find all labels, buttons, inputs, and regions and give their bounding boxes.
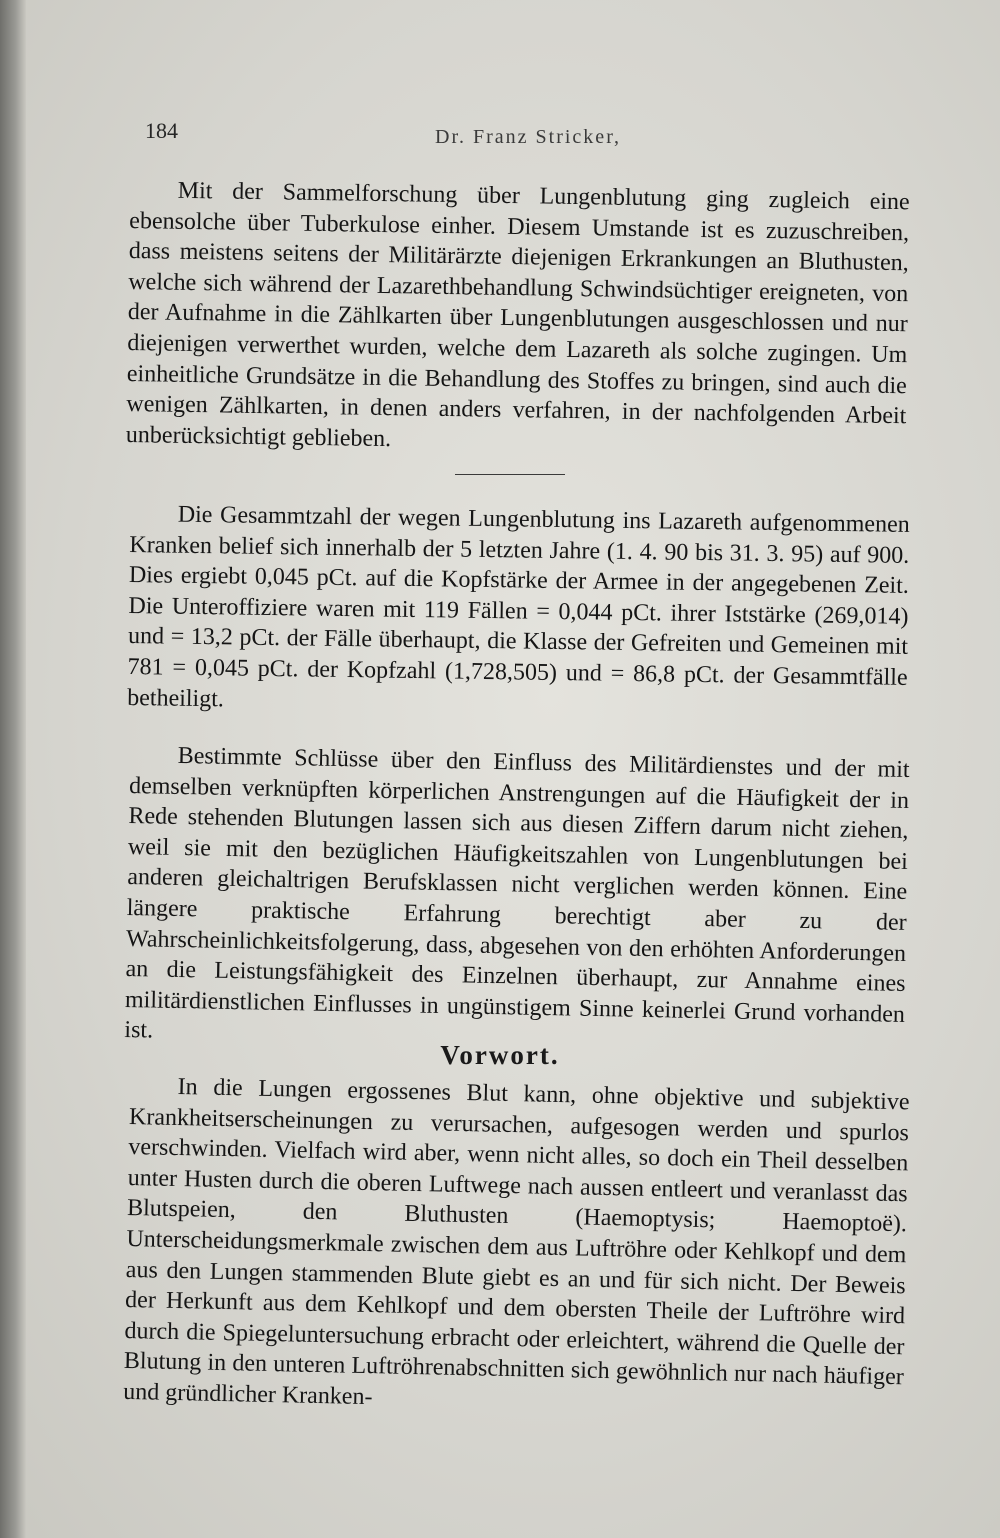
page-header	[145, 118, 905, 158]
paragraph-1: Mit der Sammelforschung über Lungenblutung ging zugleich eine ebensolche über Tuberkulose einher. Diesem Umstande ist es zuzuschreiben, dass meistens seitens der Militärärzte diejenigen Erkrankungen an Bluthusten, welche sich während der Lazarethbehandlung Schwindsüchtiger ereigneten, von der Aufnahme in die Zählkarten über Lungenblutungen ausgeschlossen und nur diejenigen verwerthet wurden, welche dem Lazareth als solche zugingen. Um einheitliche Grundsätze in die Behandlung des Stoffes zu bringen, sind auch die wenigen Zählkarten, in denen anders verfahren, in der nachfolgenden Arbeit unberücksichtigt geblieben.	[125, 177, 910, 452]
paragraph-3: Bestimmte Schlüsse über den Einfluss des Militärdienstes und der mit demselben verknüpften körperlichen Anstrengungen auf die Häufigkeit der in Rede stehenden Blutungen lassen sich aus diesen Ziffern darum nicht ziehen, weil sie mit den bezüglichen Häufigkeitszahlen von Lungenblutungen bei anderen gleichaltrigen Berufsklassen nicht verglichen werden können. Eine längere praktische Erfahrung berechtigt aber zu der Wahrscheinlichkeitsfolgerung, dass, abgesehen von den erhöhten Anforderungen an die Leistungsfähigkeit des Einzelnen überhaupt, zur Annahme eines militärdienstlichen Einflusses in ungünstigem Sinne keinerlei Grund vorhanden ist.	[124, 742, 910, 1044]
section-title: Vorwort.	[440, 1040, 560, 1070]
paragraph-4: In die Lungen ergossenes Blut kann, ohne objektive und subjektive Krankheitserscheinungen zu verursachen, aufgesogen werden und spurlos verschwinden. Vielfach wird aber, wenn nicht alles, so doch ein Theil desselben unter Husten durch die oberen Luftwege nach aussen entleert und veranlasst das Blutspeien, den Bluthusten (Haemoptysis; Haemoptoë). Unterscheidungsmerkmale zwischen dem aus Luftröhre oder Kehlkopf und dem aus den Lungen stammenden Blute giebt es an und für sich nicht. Der Beweis der Herkunft aus dem Kehlkopf und dem obersten Theile der Luftröhre wird durch die Spiegeluntersuchung erbracht oder erleichtert, während die Quelle der Blutung in den unteren Luftröhrenabschnitten sich gewöhnlich nur nach häufiger und gründlicher Kranken-	[123, 1074, 910, 1411]
running-head: Dr. Franz Stricker,	[435, 126, 622, 148]
binding-gutter	[0, 0, 26, 1538]
section-divider	[455, 474, 565, 475]
page-number: 184	[145, 118, 178, 143]
paragraph-2: Die Gesammtzahl der wegen Lungenblutung ins Lazareth aufgenommenen Kranken belief sich innerhalb der 5 letzten Jahre (1. 4. 90 bis 31. 3. 95) auf 900. Dies ergiebt 0,045 pCt. auf die Kopfstärke der Armee in der angegebenen Zeit. Die Unteroffiziere waren mit 119 Fällen = 0,044 pCt. ihrer Iststärke (269,014) und = 13,2 pCt. der Fälle überhaupt, die Klasse der Gefreiten und Gemeinen mit 781 = 0,045 pCt. der Kopfzahl (1,728,505) und = 86,8 pCt. der Gesammtfälle betheiligt.	[127, 501, 910, 712]
